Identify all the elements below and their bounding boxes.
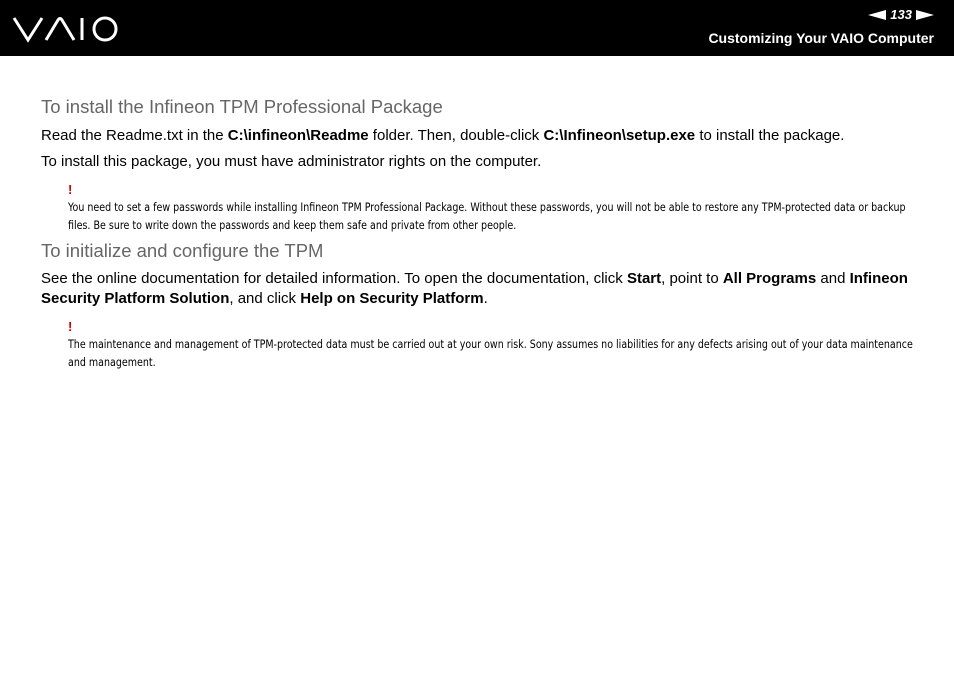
warning-mark-icon: !: [68, 182, 73, 197]
arrow-left-icon[interactable]: [868, 10, 886, 20]
heading-install-tpm: To install the Infineon TPM Professional Package: [41, 96, 443, 117]
note-liability: [68, 320, 916, 371]
note-passwords: [68, 183, 916, 234]
admin-rights-text: To install this package, you must have administrator rights on the computer.: [41, 153, 542, 170]
section-title: Customizing Your VAIO Computer: [708, 30, 934, 46]
documentation-instructions: See the online documentation for detailed information. To open the documentation, click Start, point to All Programs and Infineon Security Platform Solution, and click Help on Security Platform.: [41, 270, 908, 307]
vaio-logo: [12, 14, 122, 44]
page-header: [0, 0, 954, 56]
page-navigation: [868, 7, 934, 23]
arrow-right-icon[interactable]: [916, 10, 934, 20]
note-text: The maintenance and management of TPM-protected data must be carried out at your own risk. Sony assumes no liabilities for any defects arising out of your data maintenance and management.: [68, 337, 913, 369]
install-instructions: Read the Readme.txt in the C:\infineon\Readme folder. Then, double-click C:\Infineon\setup.exe to install the package.: [41, 127, 845, 144]
note-text: You need to set a few passwords while installing Infineon TPM Professional Package. Without these passwords, you will not be able to restore any TPM-protected data or backup files. Be sure to write down the passwords and keep them safe and private from other people.: [68, 200, 906, 232]
heading-initialize-tpm: To initialize and configure the TPM: [41, 240, 324, 261]
page-number: 133: [890, 7, 912, 22]
warning-mark-icon: !: [68, 319, 73, 334]
